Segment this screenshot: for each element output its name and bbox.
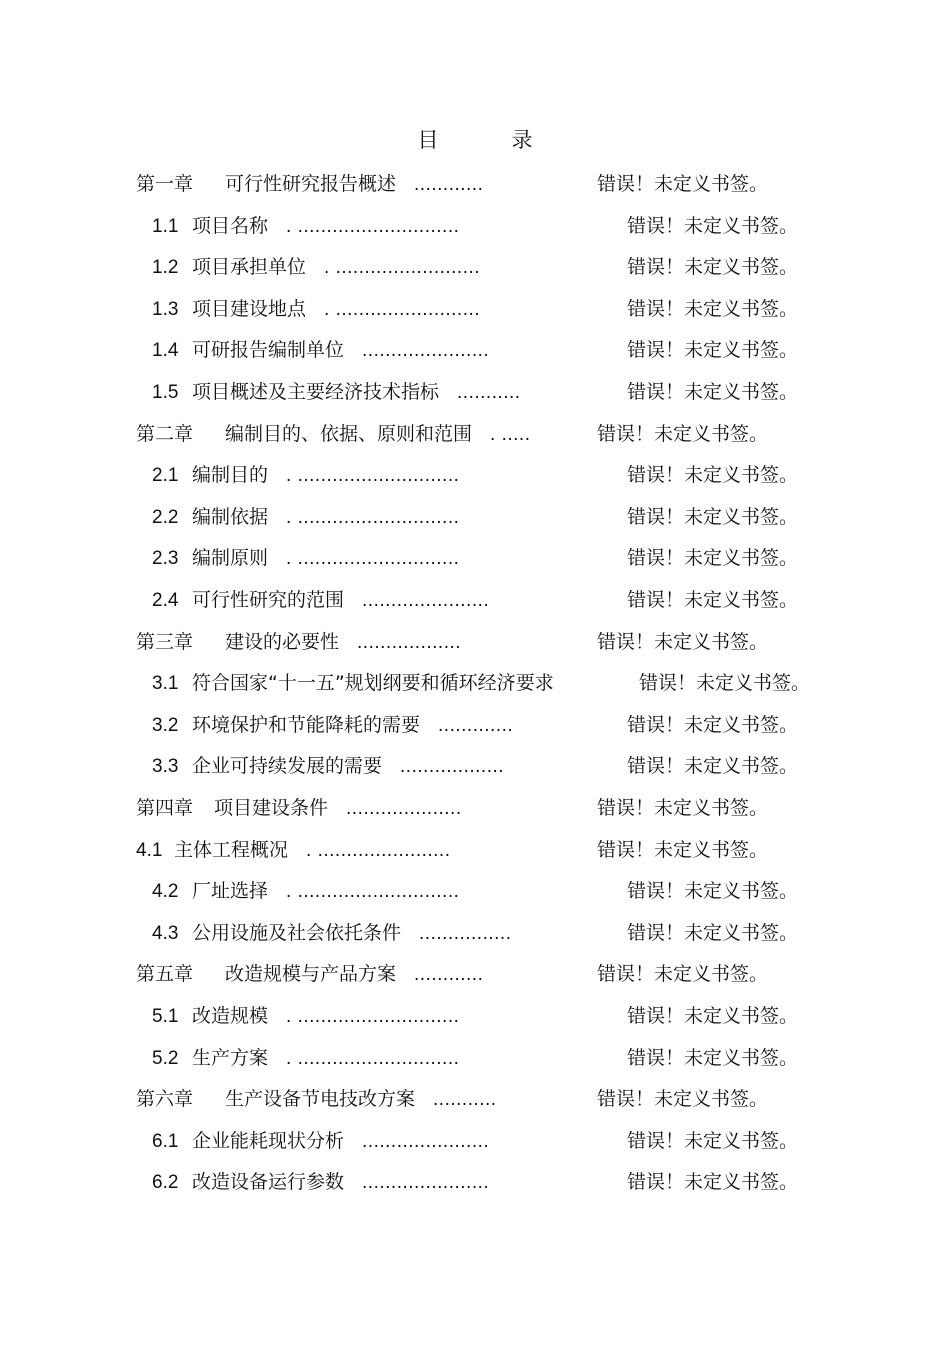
toc-title: 目 录 xyxy=(417,128,559,152)
toc-entry-leader: ...................... xyxy=(362,340,490,362)
toc-entry-number: 6.1 xyxy=(152,1130,179,1152)
toc-entry-leader: . ......................... xyxy=(324,298,481,320)
toc-entry-title: 环境保护和节能降耗的需要 xyxy=(192,713,421,736)
toc-entry-page-ref: 错误！未定义书签。 xyxy=(627,1171,799,1194)
toc-entry-page-ref: 错误！未定义书签。 xyxy=(597,963,769,986)
toc-entry-number: 4.2 xyxy=(152,881,179,903)
toc-entry-leader: ............ xyxy=(414,174,484,195)
toc-entry-title: 项目建设地点 xyxy=(192,297,307,320)
toc-entry[interactable] xyxy=(0,788,950,829)
toc-entry-title: 改造规模与产品方案 xyxy=(225,963,397,986)
toc-entry[interactable] xyxy=(0,1121,950,1162)
toc-entry-page-ref: 错误！未定义书签。 xyxy=(627,713,799,736)
toc-entry[interactable] xyxy=(0,830,950,871)
toc-entry-title: 公用设施及社会依托条件 xyxy=(192,921,402,944)
toc-entry-title: 企业能耗现状分析 xyxy=(192,1129,345,1152)
toc-entry[interactable] xyxy=(0,996,950,1037)
toc-entry-number: 第六章 xyxy=(136,1089,194,1111)
toc-entry-page-ref: 错误！未定义书签。 xyxy=(597,630,769,653)
toc-entry[interactable] xyxy=(0,1038,950,1079)
toc-entry-number: 第四章 xyxy=(136,798,194,819)
toc-entry-title: 可行性研究的范围 xyxy=(192,589,345,611)
toc-entry-page-ref: 错误！未定义书签。 xyxy=(597,838,769,861)
toc-entry-leader: ...................... xyxy=(362,1130,490,1152)
toc-entry[interactable] xyxy=(0,455,950,496)
toc-entry-number: 5.2 xyxy=(152,1047,179,1069)
toc-entry-number: 6.2 xyxy=(152,1172,179,1194)
toc-entry-number: 5.1 xyxy=(152,1006,179,1027)
toc-entry-number: 3.3 xyxy=(152,756,179,778)
toc-entry-title: 生产方案 xyxy=(192,1046,269,1069)
toc-entry-title: 主体工程概况 xyxy=(174,838,289,861)
toc-entry-number: 第二章 xyxy=(136,423,194,445)
toc-entry-number: 2.4 xyxy=(152,590,179,611)
toc-entry-leader: . ......................... xyxy=(324,257,481,279)
toc-entry-title: 项目建设条件 xyxy=(214,797,329,819)
toc-entry-number: 1.1 xyxy=(152,215,179,237)
toc-entry[interactable] xyxy=(0,1079,950,1120)
toc-entry-leader: .................. xyxy=(400,756,505,778)
toc-entry-title: 生产设备节电技改方案 xyxy=(225,1088,416,1111)
toc-entry-leader: . ............................ xyxy=(286,465,460,487)
toc-entry-number: 1.2 xyxy=(152,257,179,279)
toc-entry-title: 建设的必要性 xyxy=(225,630,340,653)
toc-entry-title: 编制目的、依据、原则和范围 xyxy=(225,422,473,445)
toc-entry-title: 编制原则 xyxy=(192,547,269,570)
toc-entry-title: 可行性研究报告概述 xyxy=(225,173,397,195)
toc-entry-page-ref: 错误！未定义书签。 xyxy=(627,880,799,903)
toc-entry-title: 编制目的 xyxy=(192,464,269,487)
toc-entry-leader: . ..... xyxy=(490,423,531,445)
toc-entry[interactable] xyxy=(0,206,950,247)
toc-entry-leader: ............ xyxy=(414,964,484,986)
toc-entry-page-ref: 错误！未定义书签。 xyxy=(627,921,799,944)
toc-entry-title: 项目概述及主要经济技术指标 xyxy=(192,381,440,403)
toc-entry-leader: .................. xyxy=(357,631,462,653)
toc-entry-page-ref: 错误！未定义书签。 xyxy=(627,256,799,279)
toc-entry-leader: ........... xyxy=(457,382,521,403)
toc-entry[interactable] xyxy=(0,330,950,371)
toc-entry-page-ref: 错误！未定义书签。 xyxy=(627,1129,799,1152)
toc-entry-number: 1.3 xyxy=(152,298,179,320)
toc-entry-leader: . ............................ xyxy=(286,548,460,570)
toc-entry-page-ref: 错误！未定义书签。 xyxy=(627,464,799,487)
toc-entry-number: 第三章 xyxy=(136,631,194,653)
toc-entry-page-ref: 错误！未定义书签。 xyxy=(597,422,769,445)
toc-entry-page-ref: 错误！未定义书签。 xyxy=(627,1005,799,1027)
toc-entry-leader: . ....................... xyxy=(306,839,451,861)
toc-entry[interactable] xyxy=(0,372,950,413)
toc-entry-number: 2.1 xyxy=(152,465,179,487)
toc-entry[interactable] xyxy=(0,538,950,579)
toc-entry-title: 改造设备运行参数 xyxy=(192,1171,345,1194)
toc-entry[interactable] xyxy=(0,414,950,455)
toc-entry-title: 编制依据 xyxy=(192,505,269,528)
toc-entry-leader: . ............................ xyxy=(286,1047,460,1069)
toc-entry-title: 改造规模 xyxy=(192,1005,269,1027)
toc-entry-title: 项目名称 xyxy=(192,214,269,237)
toc-entry-title: 企业可持续发展的需要 xyxy=(192,755,383,778)
toc-entry-number: 1.5 xyxy=(152,382,179,403)
toc-entry[interactable] xyxy=(0,289,950,330)
toc-entry-number: 4.3 xyxy=(152,922,179,944)
toc-entry-leader: . ............................ xyxy=(286,881,460,903)
toc-entry-leader: .................... xyxy=(346,798,462,819)
toc-entry-number: 第一章 xyxy=(136,174,194,195)
toc-entry-page-ref: 错误！未定义书签。 xyxy=(627,214,799,237)
toc-entry-leader: ...................... xyxy=(362,590,490,611)
toc-entry-number: 3.2 xyxy=(152,714,179,736)
toc-entry-page-ref: 错误！未定义书签。 xyxy=(597,1088,769,1111)
toc-entry-page-ref: 错误！未定义书签。 xyxy=(627,505,799,528)
toc-entry[interactable] xyxy=(0,705,950,746)
toc-entry-title: 符合国家“十一五”规划纲要和循环经济要求 xyxy=(192,672,554,695)
toc-entry-page-ref: 错误！未定义书签。 xyxy=(627,1046,799,1069)
toc-entry-number: 第五章 xyxy=(136,964,194,986)
toc-entry[interactable] xyxy=(0,622,950,663)
toc-entry[interactable] xyxy=(0,580,950,621)
toc-entry-leader: ...................... xyxy=(362,1172,490,1194)
toc-entry-leader: . ............................ xyxy=(286,1006,460,1027)
toc-entry-leader: ................ xyxy=(419,922,512,944)
toc-entry-page-ref: 错误！未定义书签。 xyxy=(597,173,769,195)
toc-entry[interactable] xyxy=(0,954,950,995)
toc-entry-page-ref: 错误！未定义书签。 xyxy=(627,589,799,611)
toc-entry[interactable] xyxy=(0,871,950,912)
toc-entry-number: 3.1 xyxy=(152,673,179,695)
toc-entry-leader: . ............................ xyxy=(286,215,460,237)
toc-entry-title: 厂址选择 xyxy=(192,880,269,903)
toc-entry-number: 2.2 xyxy=(152,506,179,528)
toc-entry-page-ref: 错误！未定义书签。 xyxy=(639,672,811,695)
toc-entry-leader: . ............................ xyxy=(286,506,460,528)
toc-entry-number: 4.1 xyxy=(136,839,163,861)
toc-entry[interactable] xyxy=(0,247,950,288)
toc-entry-number: 1.4 xyxy=(152,340,179,362)
toc-entry-leader: ............. xyxy=(438,714,514,736)
toc-entry[interactable] xyxy=(0,746,950,787)
toc-entry-title: 项目承担单位 xyxy=(192,256,307,279)
toc-entry[interactable] xyxy=(0,1162,950,1203)
toc-entry-title: 可研报告编制单位 xyxy=(192,339,345,362)
toc-entry-number: 2.3 xyxy=(152,548,179,570)
toc-entry[interactable] xyxy=(0,497,950,538)
toc-entry[interactable] xyxy=(0,913,950,954)
toc-entry[interactable] xyxy=(0,663,950,704)
toc-entry-page-ref: 错误！未定义书签。 xyxy=(597,797,769,819)
toc-entry-leader: ........... xyxy=(433,1089,497,1111)
toc-entry-page-ref: 错误！未定义书签。 xyxy=(627,547,799,570)
toc-entry-page-ref: 错误！未定义书签。 xyxy=(627,297,799,320)
toc-entry-page-ref: 错误！未定义书签。 xyxy=(627,339,799,362)
toc-entry-page-ref: 错误！未定义书签。 xyxy=(627,755,799,778)
toc-entry-page-ref: 错误！未定义书签。 xyxy=(627,381,799,403)
toc-entry[interactable] xyxy=(0,164,950,205)
